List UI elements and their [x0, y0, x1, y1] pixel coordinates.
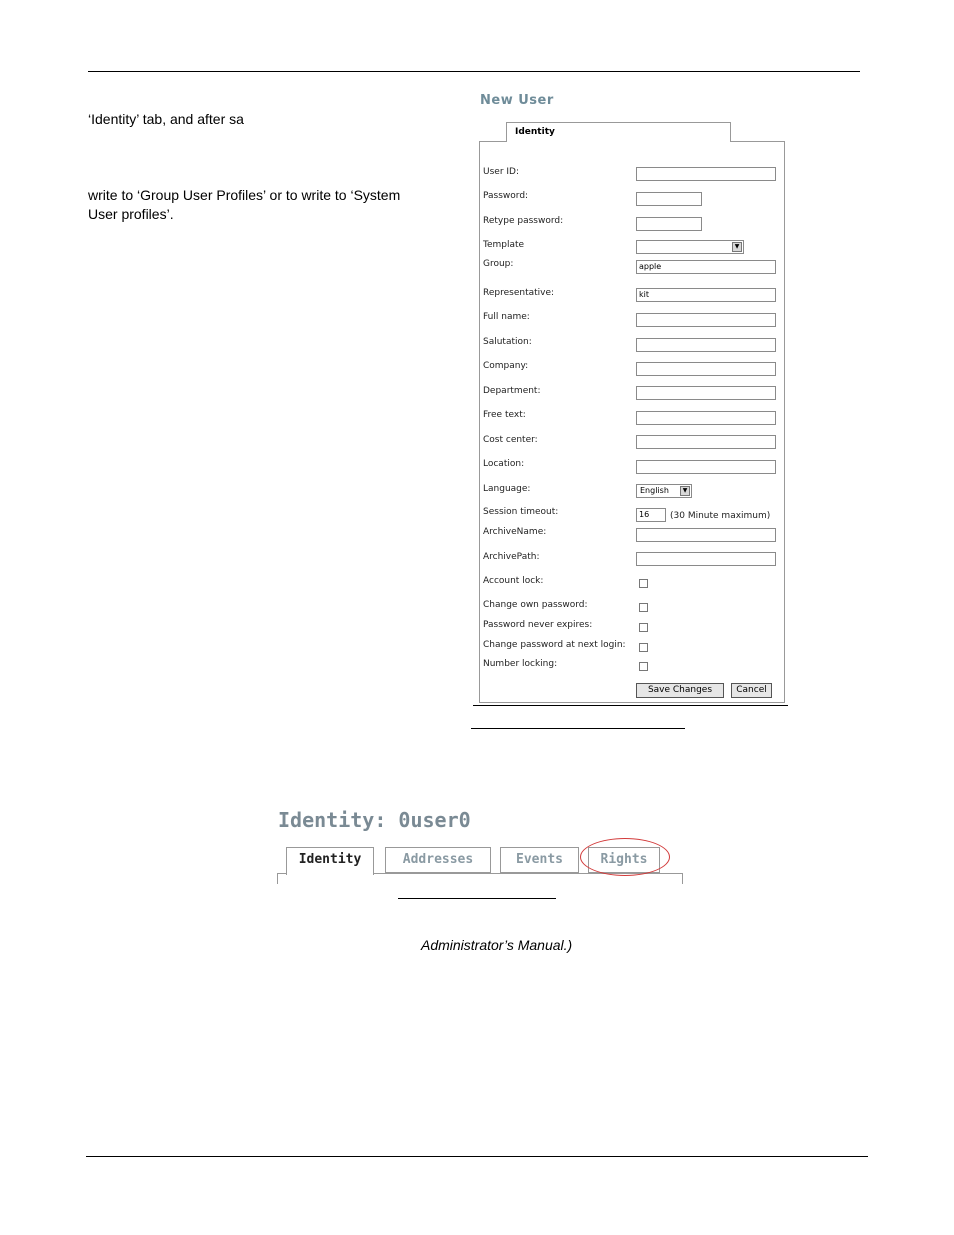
figure-caption-underline	[471, 728, 685, 729]
password-input[interactable]	[636, 192, 702, 206]
label-user-id: User ID:	[483, 167, 519, 177]
full-name-input[interactable]	[636, 313, 776, 327]
cost-center-input[interactable]	[636, 435, 776, 449]
change-own-password-checkbox[interactable]	[639, 603, 648, 612]
tab-identity[interactable]: Identity	[506, 122, 731, 142]
tab-gap	[507, 140, 730, 142]
label-archive-path: ArchivePath:	[483, 552, 540, 562]
label-password: Password:	[483, 191, 529, 201]
figure-rule	[473, 705, 788, 706]
label-department: Department:	[483, 386, 541, 396]
language-value: English	[640, 486, 669, 495]
location-input[interactable]	[636, 460, 776, 474]
label-representative: Representative:	[483, 288, 555, 298]
tab-rights[interactable]: Rights	[588, 847, 660, 873]
department-input[interactable]	[636, 386, 776, 400]
body-text-2: write to ‘Group User Profiles’ or to write to ‘System	[88, 187, 401, 203]
label-company: Company:	[483, 361, 529, 371]
label-cost-center: Cost center:	[483, 435, 538, 445]
manual-caption: Administrator’s Manual.)	[421, 937, 573, 953]
password-never-expires-checkbox[interactable]	[639, 623, 648, 632]
archive-name-input[interactable]	[636, 528, 776, 542]
footer-rule	[86, 1156, 868, 1157]
chevron-down-icon: ▼	[732, 242, 742, 252]
save-changes-button[interactable]: Save Changes	[636, 683, 724, 698]
company-input[interactable]	[636, 362, 776, 376]
figure2-caption-underline	[398, 898, 556, 899]
label-group: Group:	[483, 259, 514, 269]
archive-path-input[interactable]	[636, 552, 776, 566]
session-timeout-note: (30 Minute maximum)	[670, 511, 771, 521]
new-user-title: New User	[480, 93, 554, 108]
representative-input[interactable]: kit	[636, 288, 776, 302]
body-text-1: ‘Identity’ tab, and after sa	[88, 111, 244, 127]
label-full-name: Full name:	[483, 312, 530, 322]
label-archive-name: ArchiveName:	[483, 527, 547, 537]
session-timeout-input[interactable]: 16	[636, 508, 666, 522]
retype-password-input[interactable]	[636, 217, 702, 231]
body-text-3: User profiles’.	[88, 206, 174, 222]
number-locking-checkbox[interactable]	[639, 662, 648, 671]
chevron-down-icon: ▼	[680, 486, 690, 496]
label-salutation: Salutation:	[483, 337, 532, 347]
label-number-locking: Number locking:	[483, 659, 558, 669]
label-session-timeout: Session timeout:	[483, 507, 559, 517]
header-rule	[88, 71, 860, 72]
label-account-lock: Account lock:	[483, 576, 544, 586]
label-free-text: Free text:	[483, 410, 526, 420]
group-input[interactable]: apple	[636, 260, 776, 274]
cancel-button[interactable]: Cancel	[731, 683, 772, 698]
label-password-never-expires: Password never expires:	[483, 620, 593, 630]
identity-title: Identity: 0user0	[278, 808, 471, 832]
tab-addresses[interactable]: Addresses	[385, 847, 491, 873]
highlight-oval	[580, 838, 670, 876]
label-language: Language:	[483, 484, 531, 494]
user-id-input[interactable]	[636, 167, 776, 181]
label-template: Template	[483, 240, 525, 250]
label-change-password-next-login: Change password at next login:	[483, 640, 626, 650]
label-retype-password: Retype password:	[483, 216, 564, 226]
tab-identity-2[interactable]: Identity	[286, 847, 374, 875]
account-lock-checkbox[interactable]	[639, 579, 648, 588]
tab-events[interactable]: Events	[500, 847, 579, 873]
template-select[interactable]	[636, 240, 744, 254]
change-password-next-login-checkbox[interactable]	[639, 643, 648, 652]
free-text-input[interactable]	[636, 411, 776, 425]
language-select[interactable]	[636, 484, 692, 498]
label-location: Location:	[483, 459, 525, 469]
salutation-input[interactable]	[636, 338, 776, 352]
label-change-own-password: Change own password:	[483, 600, 588, 610]
